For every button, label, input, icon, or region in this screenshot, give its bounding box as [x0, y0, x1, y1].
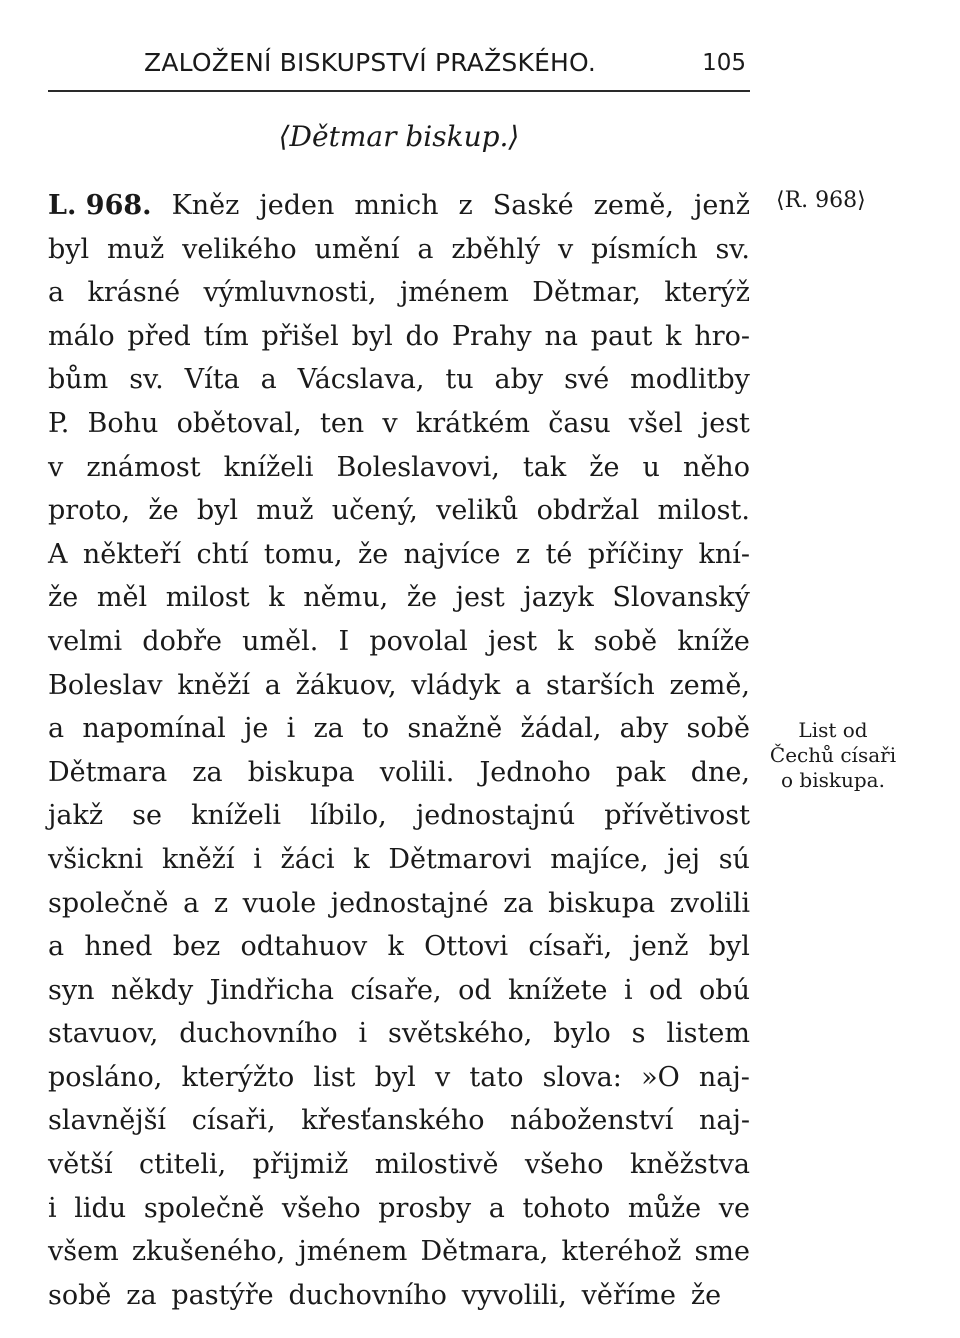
text-line — [48, 1274, 750, 1318]
text-line — [48, 1056, 750, 1100]
word: bez — [172, 931, 221, 963]
word: milostivě — [374, 1149, 499, 1181]
word: najvíce — [403, 538, 501, 570]
entry-label: L. 968. — [48, 190, 152, 221]
word: proto, — [48, 495, 131, 527]
word: naj- — [698, 1105, 750, 1137]
word: muž — [256, 495, 314, 527]
word: v — [382, 407, 398, 439]
word: listem — [666, 1018, 750, 1050]
word: kněží — [177, 669, 250, 701]
word: se — [132, 800, 163, 832]
word: jednostajné — [330, 887, 489, 919]
word: snažně — [407, 713, 503, 745]
word: Jednoho — [479, 756, 591, 788]
word: zběhlý — [451, 233, 541, 265]
text-line — [48, 271, 750, 315]
word: jenž — [632, 931, 689, 963]
word: velmi — [48, 625, 123, 657]
text-line — [48, 925, 750, 969]
text-line — [48, 664, 750, 708]
word: jest — [700, 407, 750, 439]
word: Dětmara — [48, 756, 168, 788]
word: ve — [718, 1192, 750, 1224]
text-line — [48, 576, 750, 620]
word: času — [548, 407, 611, 439]
word: ten — [319, 407, 365, 439]
margin-note — [758, 718, 908, 793]
word: příčiny — [587, 538, 684, 570]
word: něho — [682, 451, 750, 483]
word: v — [48, 451, 64, 483]
word: za — [192, 756, 223, 788]
word: Víta — [184, 364, 240, 396]
word: tohoto — [522, 1192, 611, 1224]
text-line — [48, 358, 750, 402]
word: líbilo, — [310, 800, 387, 832]
word: křesťanského — [301, 1105, 485, 1137]
word: i — [253, 843, 262, 875]
word: obú — [699, 974, 750, 1006]
word: od — [649, 974, 683, 1006]
word: tato — [469, 1061, 524, 1093]
word: do — [405, 320, 440, 352]
word: milost. — [657, 495, 750, 527]
word: tím — [203, 320, 249, 352]
word: stavuov, — [48, 1018, 159, 1050]
word: císaře, — [350, 974, 442, 1006]
word: měl — [96, 582, 148, 614]
word: jakž — [48, 800, 104, 832]
word: přišel — [261, 320, 339, 352]
text-line — [48, 533, 750, 577]
word: všeho — [281, 1192, 361, 1224]
text-line — [48, 1187, 750, 1231]
word: aby — [619, 713, 669, 745]
word: i — [358, 1018, 368, 1050]
running-head: ZALOŽENÍ BISKUPSTVÍ PRAŽSKÉHO. — [144, 48, 597, 77]
text-line — [48, 1143, 750, 1187]
word: sme — [694, 1236, 750, 1268]
word: list — [313, 1061, 356, 1093]
text-line — [48, 794, 750, 838]
word: I — [338, 625, 350, 657]
word: bylo — [553, 1018, 611, 1050]
word: žádal, — [520, 713, 602, 745]
word: sobě — [686, 713, 750, 745]
word: společně — [143, 1192, 265, 1224]
word: učený, — [331, 495, 418, 527]
word: i — [286, 713, 296, 745]
word: Dětmarovi — [388, 843, 532, 875]
word: žákuov, — [295, 669, 397, 701]
word: A — [48, 538, 68, 570]
word: věříme — [581, 1279, 677, 1311]
word: dobře — [142, 625, 222, 657]
word: to — [362, 713, 390, 745]
word: P. — [48, 407, 70, 439]
text-line — [48, 1099, 750, 1143]
word: kníže — [677, 625, 750, 657]
word: známost — [86, 451, 201, 483]
text-line — [48, 838, 750, 882]
word: umění — [314, 233, 400, 265]
word: náboženství — [510, 1105, 674, 1137]
word: z — [458, 190, 473, 221]
word: Prahy — [451, 320, 532, 352]
word: vyvolili, — [461, 1279, 567, 1311]
word: že — [406, 582, 438, 614]
word: slavnější — [48, 1105, 167, 1137]
word: sv. — [129, 364, 164, 396]
word: naj- — [698, 1061, 750, 1093]
word: všeho — [524, 1149, 604, 1181]
word: všem — [48, 1236, 119, 1268]
word: jeden — [259, 190, 335, 221]
word: výmluvnosti, — [203, 277, 377, 309]
word: k — [665, 320, 682, 352]
word: starších — [546, 669, 655, 701]
word: a — [488, 1192, 505, 1224]
word: modlitby — [630, 364, 750, 396]
word: kterýž — [664, 277, 750, 309]
word: větší — [48, 1149, 113, 1181]
word: hned — [84, 931, 153, 963]
word: a — [417, 233, 434, 265]
word: své — [564, 364, 610, 396]
word: přívětivost — [604, 800, 750, 832]
word: krásné — [87, 277, 181, 309]
word: aby — [494, 364, 544, 396]
word: od — [458, 974, 492, 1006]
word: uměl. — [242, 625, 319, 657]
word: že — [48, 582, 79, 614]
word: že — [357, 538, 389, 570]
text-line — [48, 882, 750, 926]
word: je — [243, 713, 269, 745]
word: jménem — [399, 277, 509, 309]
word: písmích — [591, 233, 698, 265]
text-line — [48, 402, 750, 446]
word: majíce, — [550, 843, 649, 875]
word: veliků — [436, 495, 519, 527]
word: i — [48, 1192, 57, 1224]
margin-note-line: List od — [798, 718, 868, 742]
word: obdržal — [536, 495, 640, 527]
word: duchovního — [288, 1279, 447, 1311]
word: u — [642, 451, 660, 483]
word: byl — [708, 931, 750, 963]
word: jest — [487, 625, 538, 657]
word: tu — [445, 364, 474, 396]
word: muž — [107, 233, 165, 265]
word: Kněz — [171, 190, 240, 221]
word: prosby — [378, 1192, 472, 1224]
word: pak — [615, 756, 666, 788]
word: Dětmar, — [532, 277, 641, 309]
margin-note-line: Čechů císaři — [769, 743, 897, 767]
word: byl — [351, 320, 393, 352]
word: císaři, — [528, 931, 613, 963]
word: císaři, — [191, 1105, 276, 1137]
word: jménem — [298, 1236, 408, 1268]
text-line — [48, 228, 750, 272]
word: krátkém — [415, 407, 531, 439]
text-line — [48, 707, 750, 751]
word: sv. — [715, 233, 750, 265]
word: byl — [48, 233, 90, 265]
word: žáci — [280, 843, 335, 875]
word: napomínal — [82, 713, 226, 745]
word: ctiteli, — [138, 1149, 227, 1181]
word: Boleslav — [48, 669, 163, 701]
word: knížete — [508, 974, 608, 1006]
word: syn — [48, 974, 95, 1006]
word: k — [268, 582, 285, 614]
word: tak — [522, 451, 567, 483]
word: velikého — [182, 233, 297, 265]
word: světského, — [388, 1018, 533, 1050]
word: za — [126, 1279, 157, 1311]
text-line — [48, 1230, 750, 1274]
word: chtí — [196, 538, 249, 570]
word: hro- — [694, 320, 750, 352]
word: za — [503, 887, 534, 919]
word: slova: — [542, 1061, 622, 1093]
word: Ottovi — [424, 931, 509, 963]
word: bům — [48, 364, 109, 396]
text-line — [48, 315, 750, 359]
text-line — [48, 751, 750, 795]
word: jest — [455, 582, 505, 614]
word: země, — [593, 190, 674, 221]
text-line — [48, 1012, 750, 1056]
word: v — [434, 1061, 451, 1093]
word: Bohu — [87, 407, 159, 439]
word: »O — [641, 1061, 680, 1093]
word: někdy — [110, 974, 194, 1006]
word: sobě — [48, 1279, 112, 1311]
word: mnich — [354, 190, 439, 221]
section-heading: ⟨Dětmar biskup.⟩ — [278, 120, 520, 153]
word: před — [127, 320, 191, 352]
word: i — [623, 974, 633, 1006]
word: povolal — [369, 625, 468, 657]
word: pastýře — [171, 1279, 274, 1311]
word: kterýžto — [181, 1061, 295, 1093]
word: jednostajnú — [415, 800, 576, 832]
body-text — [48, 184, 750, 1317]
word: v — [557, 233, 574, 265]
word: duchovního — [179, 1018, 338, 1050]
word: paut — [590, 320, 653, 352]
word: a — [260, 364, 277, 396]
word: málo — [48, 320, 115, 352]
word: na — [544, 320, 578, 352]
text-line — [48, 446, 750, 490]
word: z — [213, 887, 229, 919]
word: k — [387, 931, 404, 963]
word: biskupa — [247, 756, 355, 788]
word: všickni — [48, 843, 144, 875]
text-line — [48, 620, 750, 664]
margin-date-note: ⟨R. 968⟩ — [776, 188, 866, 213]
word: biskupa — [548, 887, 656, 919]
word: a — [48, 931, 65, 963]
word: přijmiž — [252, 1149, 349, 1181]
word: odtahuov — [240, 931, 368, 963]
word: že — [690, 1279, 722, 1311]
word: z — [515, 538, 531, 570]
word: někteří — [82, 538, 182, 570]
word: že — [589, 451, 620, 483]
word: jej — [667, 843, 701, 875]
word: posláno, — [48, 1061, 163, 1093]
word: zvolili — [669, 887, 750, 919]
word: vuole — [242, 887, 317, 919]
word: Saské — [492, 190, 574, 221]
word: že — [148, 495, 179, 527]
word: společně — [48, 887, 169, 919]
word: kníželi — [191, 800, 281, 832]
word: k — [557, 625, 574, 657]
word: a — [264, 669, 281, 701]
word: zkušeného, — [131, 1236, 286, 1268]
text-line — [48, 969, 750, 1013]
word: Boleslavovi, — [336, 451, 500, 483]
word: Dětmara, — [420, 1236, 549, 1268]
word: může — [627, 1192, 702, 1224]
word: obětoval, — [176, 407, 302, 439]
word: k — [353, 843, 370, 875]
word: země, — [669, 669, 750, 701]
page-number: 105 — [702, 50, 746, 76]
word: kní- — [698, 538, 750, 570]
text-line — [48, 489, 750, 533]
word: volili. — [379, 756, 455, 788]
word: kteréhož — [561, 1236, 682, 1268]
word: jenž — [693, 190, 750, 221]
word: kníželi — [223, 451, 314, 483]
word: a — [515, 669, 532, 701]
word: kněží — [161, 843, 235, 875]
page-header — [48, 46, 750, 92]
word: sú — [718, 843, 750, 875]
word: Vácslava, — [297, 364, 425, 396]
word: všel — [628, 407, 683, 439]
word: dne, — [690, 756, 750, 788]
word: s — [631, 1018, 646, 1050]
text-line — [48, 184, 750, 228]
word: Jindřicha — [209, 974, 334, 1006]
word: lidu — [74, 1192, 127, 1224]
word: a — [48, 713, 65, 745]
word: byl — [374, 1061, 416, 1093]
word: a — [48, 277, 65, 309]
word: byl — [196, 495, 239, 527]
margin-note-line: o biskupa. — [781, 768, 885, 792]
word: sobě — [593, 625, 658, 657]
word: Slovanský — [612, 582, 750, 614]
word: němu, — [303, 582, 389, 614]
word: tomu, — [263, 538, 343, 570]
word: jazyk — [523, 582, 594, 614]
word: a — [183, 887, 200, 919]
word: kněžstva — [629, 1149, 750, 1181]
word: milost — [165, 582, 250, 614]
word: vládyk — [411, 669, 501, 701]
word: té — [545, 538, 573, 570]
word: za — [313, 713, 344, 745]
